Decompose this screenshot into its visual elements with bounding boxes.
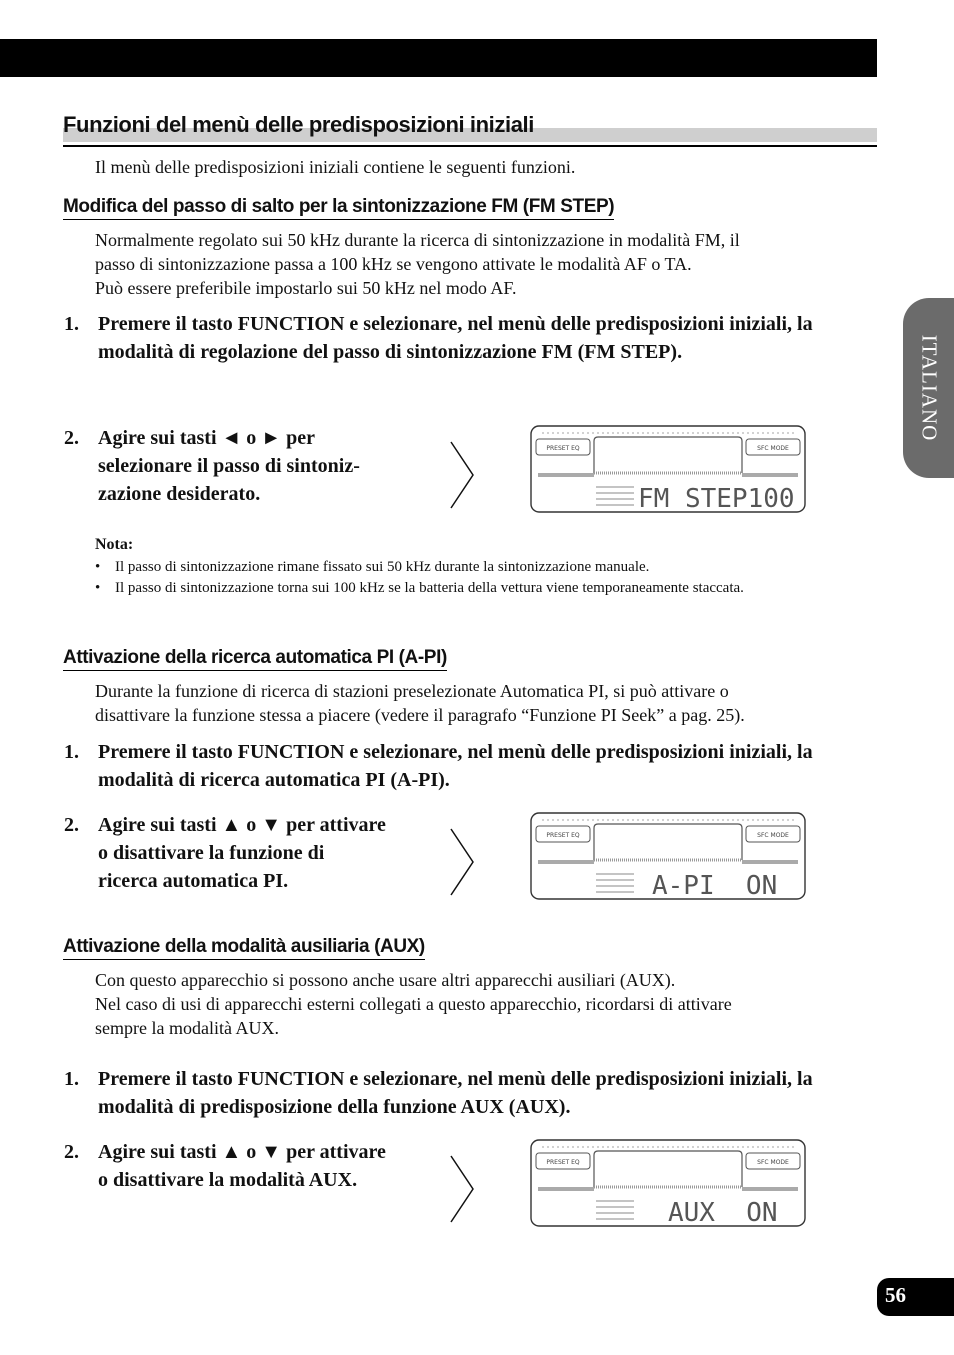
fm-step-body [95, 228, 855, 300]
page-number: 56 [885, 1283, 906, 1307]
a-pi-step2-text [98, 811, 428, 895]
heading-rule [63, 145, 877, 147]
lcd-label-right: SFC MODE [757, 445, 789, 452]
step2-line: Agire sui tasti ▲ o ▼ per attivare [98, 814, 386, 836]
note-text: Il passo di sintonizzazione torna sui 100 kHz se la batteria della vettura viene temporaneamente staccata. [115, 580, 744, 596]
aux-step1-text: Premere il tasto FUNCTION e selezionare, nel menù delle predisposizioni iniziali, la modalità di predisposizione della funzione AUX (AUX). [98, 1068, 813, 1118]
fm-step-heading: Modifica del passo di salto per la sintonizzazione FM (FM STEP) [63, 196, 614, 220]
notes-list [95, 557, 825, 599]
fm-step-step1-number: 1. [64, 313, 79, 335]
a-pi-heading: Attivazione della ricerca automatica PI (A-PI) [63, 647, 447, 671]
aux-body [95, 968, 855, 1040]
aux-body-line: Nel caso di usi di apparecchi esterni collegati a questo apparecchio, ricordarsi di attivare [95, 994, 732, 1014]
a-pi-step1-text: Premere il tasto FUNCTION e selezionare, nel menù delle predisposizioni iniziali, la modalità di ricerca automatica PI (A-PI). [98, 741, 813, 791]
fm-step-step1-text: Premere il tasto FUNCTION e selezionare, nel menù delle predisposizioni iniziali, la modalità di regolazione del passo di sintonizzazione FM (FM STEP). [98, 313, 813, 363]
note-title: Nota: [95, 536, 134, 553]
lcd-readout: AUX ON [668, 1198, 778, 1227]
page-title: Funzioni del menù delle predisposizioni iniziali [63, 112, 534, 137]
lcd-label-left: PRESET EQ [546, 1159, 580, 1166]
step2-line: o disattivare la modalità AUX. [98, 1169, 358, 1191]
fm-step-step2-text [98, 424, 428, 508]
lcd-label-right: SFC MODE [757, 832, 789, 839]
lcd-readout: FM STEP100 [638, 484, 795, 513]
a-pi-step2-number: 2. [64, 814, 79, 836]
lcd-display-aux [530, 1139, 806, 1227]
main-heading-block [63, 112, 877, 148]
step2-line: zazione desiderato. [98, 483, 261, 505]
step2-line: o disattivare la funzione di [98, 842, 325, 864]
step2-line: Agire sui tasti ▲ o ▼ per attivare [98, 1141, 386, 1163]
page-number-badge [877, 1278, 954, 1316]
step2-line: selezionare il passo di sintoniz- [98, 455, 360, 477]
fm-step-step2-number: 2. [64, 427, 79, 449]
chevron-right-icon [449, 827, 475, 897]
chevron-right-icon [449, 440, 475, 510]
intro-paragraph: Il menù delle predisposizioni iniziali contiene le seguenti funzioni. [95, 157, 576, 177]
lcd-label-right: SFC MODE [757, 1159, 789, 1166]
aux-step2-text [98, 1138, 428, 1194]
fm-step-body-line: passo di sintonizzazione passa a 100 kHz se vengono attivate le modalità AF o TA. [95, 254, 692, 274]
note-text: Il passo di sintonizzazione rimane fissato sui 50 kHz durante la sintonizzazione manuale. [115, 559, 650, 575]
top-header-bar [0, 39, 877, 77]
fm-step-body-line: Normalmente regolato sui 50 kHz durante la ricerca di sintonizzazione in modalità FM, il [95, 230, 740, 250]
aux-step1-number: 1. [64, 1068, 79, 1090]
a-pi-body-line: Durante la funzione di ricerca di stazioni preselezionate Automatica PI, si può attivare o [95, 681, 729, 701]
side-tab-label: ITALIANO [917, 334, 941, 442]
language-side-tab [903, 298, 954, 478]
fm-step-body-line: Può essere preferibile impostarlo sui 50 kHz nel modo AF. [95, 278, 517, 298]
lcd-display-fm-step [530, 425, 806, 513]
lcd-label-left: PRESET EQ [546, 832, 580, 839]
aux-body-line: Con questo apparecchio si possono anche usare altri apparecchi ausiliari (AUX). [95, 970, 676, 990]
a-pi-body-line: disattivare la funzione stessa a piacere (vedere il paragrafo “Funzione PI Seek” a pag. 25). [95, 705, 745, 725]
lcd-display-a-pi [530, 812, 806, 900]
a-pi-body [95, 679, 855, 727]
step2-line: Agire sui tasti ◄ o ► per [98, 427, 315, 449]
aux-step2-number: 2. [64, 1141, 79, 1163]
aux-body-line: sempre la modalità AUX. [95, 1018, 279, 1038]
note-item: • Il passo di sintonizzazione torna sui 100 kHz se la batteria della vettura viene temporaneamente staccata. [95, 580, 744, 596]
note-item: • Il passo di sintonizzazione rimane fissato sui 50 kHz durante la sintonizzazione manuale. [95, 559, 650, 575]
step2-line: ricerca automatica PI. [98, 870, 289, 892]
lcd-label-left: PRESET EQ [546, 445, 580, 452]
chevron-right-icon [449, 1154, 475, 1224]
lcd-readout: A-PI ON [652, 871, 778, 900]
aux-heading: Attivazione della modalità ausiliaria (AUX) [63, 936, 425, 960]
a-pi-step1-number: 1. [64, 741, 79, 763]
